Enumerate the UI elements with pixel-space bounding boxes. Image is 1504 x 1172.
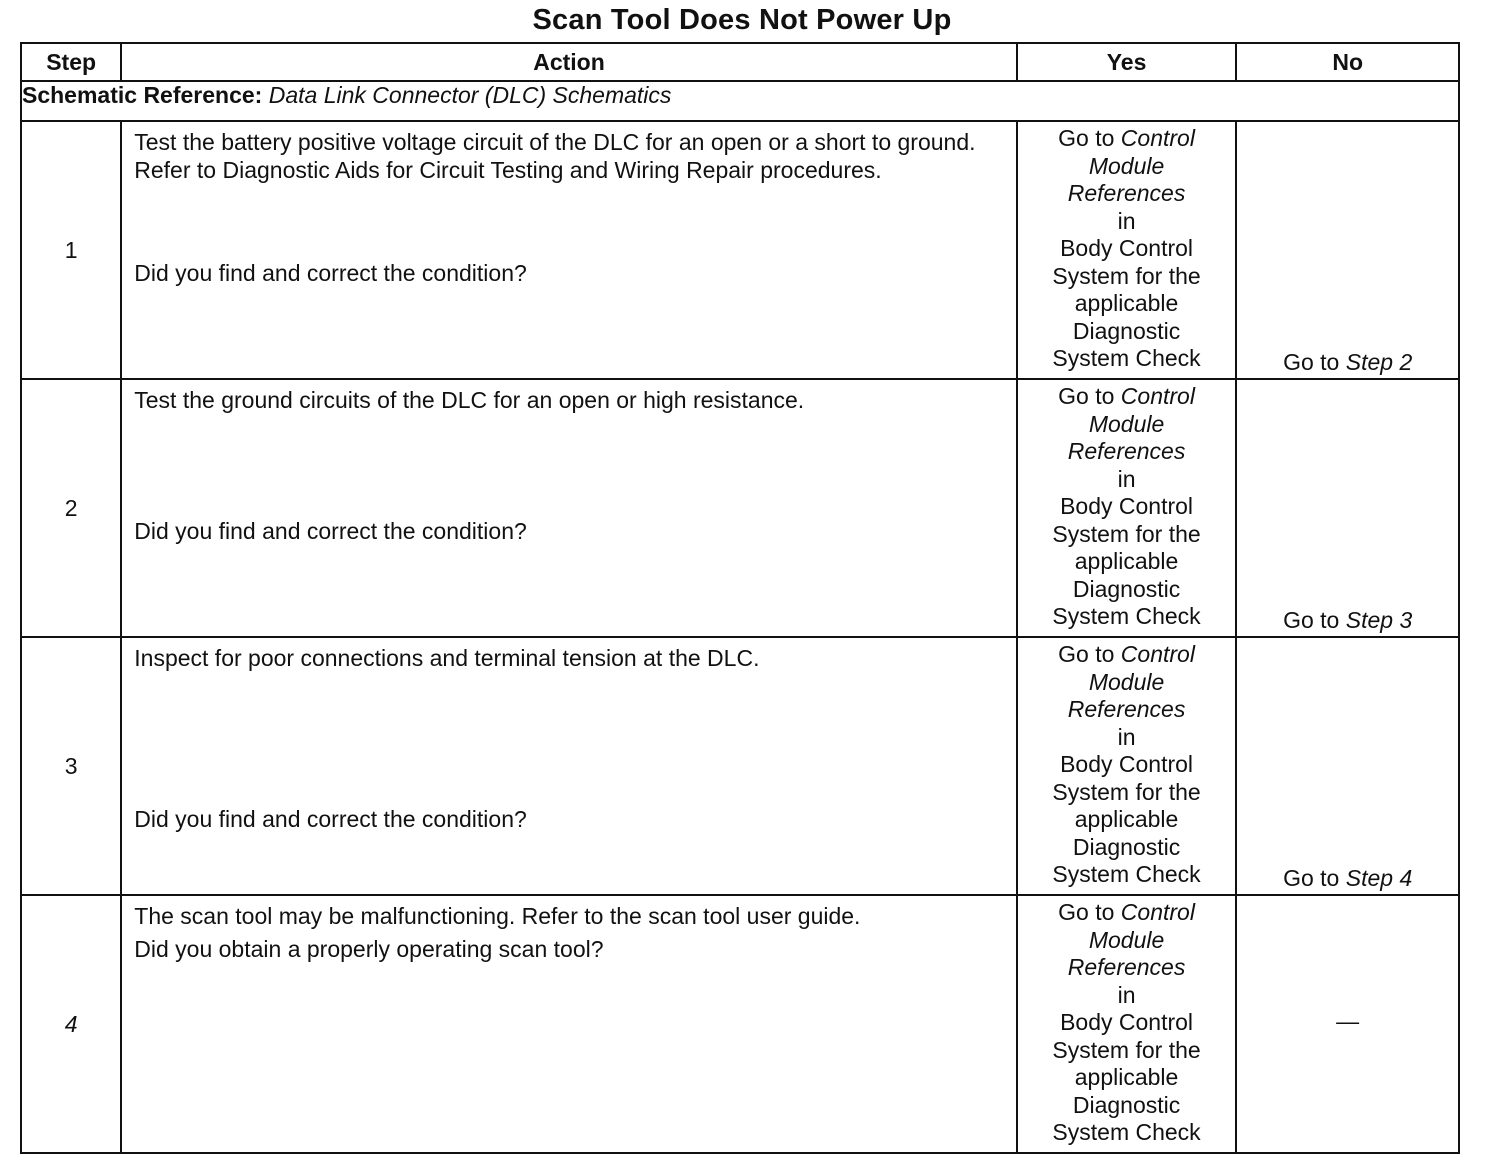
yes-text: applicable [1074,290,1179,316]
no-cell [1236,895,1459,1153]
yes-text: Diagnostic [1072,1091,1181,1118]
no-step-link[interactable]: Step 4 [1345,865,1413,891]
yes-link[interactable]: Module [1088,410,1165,437]
action-question: Did you find and correct the condition? [134,260,527,286]
no-step-link[interactable]: Step 2 [1345,349,1413,375]
yes-cell [1017,895,1237,1153]
yes-text: System Check [1052,603,1201,629]
action-text: Test the ground circuits of the DLC for an open or high resistance. [134,387,805,413]
action-question: Did you find and correct the condition? [134,806,527,832]
step-number: 2 [64,494,78,521]
yes-link[interactable]: Control [1120,125,1195,151]
yes-cell [1017,121,1237,379]
schematic-reference-row [21,81,1459,121]
yes-text: System for the [1052,778,1201,805]
schematic-reference [21,81,1459,121]
yes-text: System for the [1052,1036,1201,1063]
yes-text: in [1117,981,1136,1008]
yes-prefix: Go to [1058,641,1115,667]
yes-text: Body Control [1060,235,1194,261]
table-row [21,637,1459,895]
yes-text: applicable [1074,1064,1179,1090]
no-prefix: Go to [1283,349,1340,375]
diagnostic-table [20,42,1460,1154]
step-number-cell [21,637,121,895]
no-cell [1236,379,1459,637]
action-text: Inspect for poor connections and terminal tension at the DLC. [134,645,760,671]
action-text: The scan tool may be malfunctioning. Refer to the scan tool user guide. [134,903,861,929]
no-prefix: Go to [1283,865,1340,891]
yes-link[interactable]: Control [1120,899,1195,925]
yes-text: Body Control [1060,751,1194,777]
action-cell [121,121,1016,379]
table-row [21,379,1459,637]
step-number: 3 [64,752,78,779]
yes-link[interactable]: References [1067,438,1186,464]
yes-text: System Check [1052,345,1201,371]
yes-text: Body Control [1060,1009,1194,1035]
yes-link[interactable]: Module [1088,926,1165,953]
table-row [21,895,1459,1153]
step-number: 4 [64,1010,78,1037]
step-number-cell [21,121,121,379]
yes-link[interactable]: References [1067,696,1186,722]
no-step-link[interactable]: Step 3 [1345,607,1413,633]
action-question: Did you find and correct the condition? [134,518,527,544]
yes-text: System for the [1052,262,1201,289]
no-cell [1236,637,1459,895]
yes-text: System Check [1052,861,1201,887]
yes-prefix: Go to [1058,383,1115,409]
action-text: Test the battery positive voltage circuit of the DLC for an open or a short to ground. Refer to Diagnostic Aids for Circuit Testing and Wiring Repair procedures. [134,129,976,183]
yes-text: Diagnostic [1072,575,1181,602]
header-no: No [1236,43,1459,81]
yes-link[interactable]: Module [1088,668,1165,695]
yes-text: Body Control [1060,493,1194,519]
schematic-reference-link[interactable]: Data Link Connector (DLC) Schematics [268,82,672,108]
yes-link[interactable]: Control [1120,383,1195,409]
yes-prefix: Go to [1058,899,1115,925]
yes-text: applicable [1074,806,1179,832]
table-row [21,121,1459,379]
schematic-reference-label: Schematic Reference: [22,82,263,108]
yes-text: Diagnostic [1072,833,1181,860]
yes-cell [1017,379,1237,637]
action-cell [121,895,1016,1153]
yes-link[interactable]: Control [1120,641,1195,667]
header-step: Step [21,43,121,81]
yes-link[interactable]: References [1067,180,1186,206]
header-action: Action [121,43,1016,81]
yes-link[interactable]: Module [1088,152,1165,179]
action-question: Did you obtain a properly operating scan tool? [134,936,604,962]
step-number: 1 [64,236,78,263]
yes-text: in [1117,723,1136,750]
yes-cell [1017,637,1237,895]
no-cell [1236,121,1459,379]
header-yes: Yes [1017,43,1237,81]
yes-text: in [1117,207,1136,234]
yes-text: System for the [1052,520,1201,547]
step-number-cell [21,379,121,637]
no-prefix: Go to [1283,607,1340,633]
page-title: Scan Tool Does Not Power Up [532,4,952,36]
yes-link[interactable]: References [1067,954,1186,980]
yes-text: System Check [1052,1119,1201,1145]
yes-text: Diagnostic [1072,317,1181,344]
action-cell [121,379,1016,637]
yes-prefix: Go to [1058,125,1115,151]
step-number-cell [21,895,121,1153]
yes-text: applicable [1074,548,1179,574]
action-cell [121,637,1016,895]
yes-text: in [1117,465,1136,492]
header-row [21,43,1459,81]
no-value-dash: — [1336,1008,1360,1034]
